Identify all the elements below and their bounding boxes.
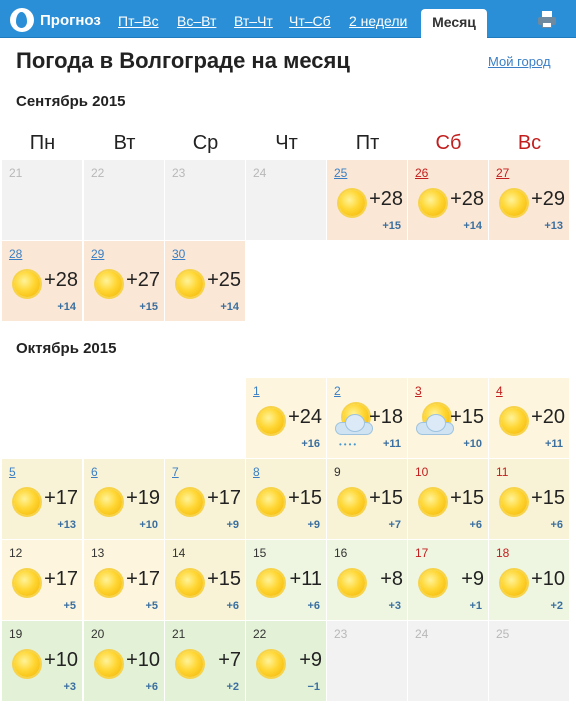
day-cell[interactable] — [165, 621, 245, 701]
day-number: 21 — [172, 627, 186, 641]
tab-sun-tue[interactable]: Вс–Вт — [177, 13, 217, 29]
night-temperature: +7 — [388, 519, 401, 531]
day-temperature: +15 — [207, 568, 241, 590]
day-cell[interactable] — [327, 160, 407, 240]
weekday-fri: Пт — [355, 132, 380, 154]
day-number: 20 — [91, 627, 105, 641]
night-temperature: +1 — [469, 600, 482, 612]
night-temperature: −1 — [307, 681, 320, 693]
brand-link[interactable]: Прогноз — [40, 12, 101, 29]
night-temperature: +11 — [544, 438, 563, 450]
tab-fri-sun[interactable]: Пт–Вс — [118, 13, 159, 29]
day-cell[interactable] — [84, 621, 164, 701]
day-number: 18 — [496, 546, 510, 560]
night-temperature: +9 — [307, 519, 320, 531]
night-temperature: +3 — [388, 600, 401, 612]
sun-icon — [14, 651, 40, 677]
day-cell — [165, 160, 245, 240]
sun-icon — [420, 489, 446, 515]
tab-two-weeks[interactable]: 2 недели — [349, 13, 408, 29]
day-temperature: +19 — [126, 487, 160, 509]
day-cell — [246, 160, 326, 240]
sun-icon — [177, 570, 203, 596]
sun-icon — [420, 570, 446, 596]
day-number: 11 — [496, 465, 509, 479]
day-number: 25 — [496, 627, 510, 641]
my-city-link[interactable]: Мой город — [488, 54, 551, 69]
day-cell[interactable] — [408, 160, 488, 240]
day-cell[interactable] — [408, 540, 488, 620]
sun-icon — [501, 190, 527, 216]
day-temperature: +9 — [299, 649, 322, 671]
day-temperature: +11 — [289, 568, 322, 590]
weekday-sun: Вс — [517, 132, 542, 154]
day-cell[interactable] — [2, 459, 82, 539]
day-temperature: +10 — [44, 649, 78, 671]
night-temperature: +10 — [139, 519, 158, 531]
day-cell[interactable] — [327, 459, 407, 539]
day-number: 21 — [9, 166, 23, 180]
sun-icon — [339, 570, 365, 596]
night-temperature: +2 — [550, 600, 563, 612]
day-temperature: +7 — [218, 649, 241, 671]
day-number[interactable]: 4 — [496, 384, 503, 398]
tab-tue-thu[interactable]: Вт–Чт — [234, 13, 273, 29]
day-temperature: +9 — [461, 568, 484, 590]
day-number[interactable]: 28 — [9, 247, 23, 261]
day-cell[interactable] — [408, 459, 488, 539]
day-number[interactable]: 8 — [253, 465, 260, 479]
day-temperature: +20 — [531, 406, 565, 428]
day-number: 13 — [91, 546, 105, 560]
sun-icon — [96, 570, 122, 596]
month-heading: Сентябрь 2015 — [16, 93, 126, 110]
day-number[interactable]: 30 — [172, 247, 186, 261]
day-cell[interactable] — [84, 241, 164, 321]
tab-month[interactable]: Месяц — [421, 9, 487, 39]
day-cell[interactable] — [84, 459, 164, 539]
day-temperature: +17 — [44, 568, 78, 590]
day-cell[interactable] — [489, 378, 569, 458]
day-temperature: +15 — [288, 487, 322, 509]
day-temperature: +24 — [288, 406, 322, 428]
day-number: 24 — [415, 627, 429, 641]
day-number[interactable]: 25 — [334, 166, 348, 180]
day-cell — [2, 160, 82, 240]
day-number: 17 — [415, 546, 429, 560]
sun-icon — [501, 489, 527, 515]
day-number: 14 — [172, 546, 186, 560]
day-cell — [489, 621, 569, 701]
day-cell[interactable] — [2, 241, 82, 321]
night-temperature: +3 — [63, 681, 76, 693]
day-cell[interactable] — [84, 540, 164, 620]
day-cell[interactable] — [165, 241, 245, 321]
sun-icon — [420, 190, 446, 216]
day-temperature: +27 — [126, 269, 160, 291]
day-cell[interactable] — [327, 540, 407, 620]
night-temperature: +14 — [57, 301, 76, 313]
day-cell[interactable] — [246, 621, 326, 701]
day-temperature: +28 — [369, 188, 403, 210]
day-temperature: +15 — [369, 487, 403, 509]
night-temperature: +6 — [307, 600, 320, 612]
sun-icon — [258, 408, 284, 434]
day-temperature: +15 — [531, 487, 565, 509]
night-temperature: +6 — [145, 681, 158, 693]
day-number[interactable]: 2 — [334, 384, 341, 398]
night-temperature: +10 — [463, 438, 482, 450]
day-number: 24 — [253, 166, 267, 180]
day-number[interactable]: 5 — [9, 465, 16, 479]
day-temperature: +10 — [126, 649, 160, 671]
day-number[interactable]: 26 — [415, 166, 429, 180]
day-number: 10 — [415, 465, 429, 479]
page-title: Погода в Волгограде на месяц — [16, 48, 350, 73]
day-temperature: +8 — [380, 568, 403, 590]
day-temperature: +10 — [531, 568, 565, 590]
top-nav — [0, 0, 576, 38]
day-cell — [84, 160, 164, 240]
weekday-sat: Сб — [435, 132, 462, 154]
night-temperature: +9 — [226, 519, 239, 531]
sun-icon — [501, 408, 527, 434]
sun-icon — [14, 489, 40, 515]
day-cell[interactable] — [489, 459, 569, 539]
day-temperature: +17 — [126, 568, 160, 590]
day-number: 15 — [253, 546, 267, 560]
day-number[interactable]: 6 — [91, 465, 98, 479]
day-number: 16 — [334, 546, 348, 560]
night-temperature: +15 — [382, 220, 401, 232]
day-temperature: +28 — [450, 188, 484, 210]
day-temperature: +18 — [369, 406, 403, 428]
day-number[interactable]: 29 — [91, 247, 105, 261]
day-cell — [408, 621, 488, 701]
night-temperature: +11 — [382, 438, 401, 450]
weekday-tue: Вт — [113, 132, 136, 154]
day-number[interactable]: 7 — [172, 465, 179, 479]
sun-icon — [177, 651, 203, 677]
night-temperature: +6 — [226, 600, 239, 612]
day-cell[interactable] — [327, 378, 407, 458]
day-number: 22 — [253, 627, 267, 641]
day-number[interactable]: 3 — [415, 384, 422, 398]
drop-logo-icon[interactable] — [10, 8, 34, 32]
day-cell[interactable] — [2, 621, 82, 701]
night-temperature: +6 — [550, 519, 563, 531]
tab-thu-sat[interactable]: Чт–Сб — [289, 13, 331, 29]
day-cell — [327, 621, 407, 701]
sun-icon — [177, 271, 203, 297]
sun-icon — [258, 651, 284, 677]
day-cell[interactable] — [246, 459, 326, 539]
night-temperature: +16 — [301, 438, 320, 450]
night-temperature: +13 — [544, 220, 563, 232]
day-temperature: +15 — [450, 487, 484, 509]
night-temperature: +15 — [139, 301, 158, 313]
day-number: 23 — [172, 166, 186, 180]
day-number[interactable]: 1 — [253, 384, 260, 398]
weekday-thu: Чт — [275, 132, 298, 154]
day-cell[interactable] — [246, 378, 326, 458]
sun-icon — [14, 570, 40, 596]
day-temperature: +28 — [44, 269, 78, 291]
day-cell[interactable] — [489, 540, 569, 620]
night-temperature: +6 — [469, 519, 482, 531]
night-temperature: +14 — [220, 301, 239, 313]
night-temperature: +5 — [145, 600, 158, 612]
day-number: 12 — [9, 546, 23, 560]
day-number[interactable]: 27 — [496, 166, 510, 180]
day-cell[interactable] — [246, 540, 326, 620]
day-number: 19 — [9, 627, 23, 641]
day-number: 9 — [334, 465, 341, 479]
night-temperature: +13 — [57, 519, 76, 531]
day-cell[interactable] — [165, 540, 245, 620]
sun-icon — [14, 271, 40, 297]
day-number: 22 — [91, 166, 105, 180]
day-number: 23 — [334, 627, 348, 641]
day-cell[interactable] — [2, 540, 82, 620]
sun-icon — [96, 651, 122, 677]
day-temperature: +17 — [44, 487, 78, 509]
day-temperature: +25 — [207, 269, 241, 291]
night-temperature: +2 — [226, 681, 239, 693]
sun-icon — [258, 570, 284, 596]
printer-icon[interactable] — [538, 11, 556, 28]
raindrops-icon: •••• — [339, 440, 359, 449]
weekday-wed: Ср — [192, 132, 219, 154]
sun-icon — [339, 190, 365, 216]
day-temperature: +29 — [531, 188, 565, 210]
sun-icon — [96, 489, 122, 515]
day-temperature: +17 — [207, 487, 241, 509]
day-cell[interactable] — [408, 378, 488, 458]
day-temperature: +15 — [450, 406, 484, 428]
sun-icon — [339, 489, 365, 515]
night-temperature: +5 — [63, 600, 76, 612]
sun-icon — [501, 570, 527, 596]
night-temperature: +14 — [463, 220, 482, 232]
sun-icon — [96, 271, 122, 297]
sun-icon — [177, 489, 203, 515]
day-cell[interactable] — [165, 459, 245, 539]
day-cell[interactable] — [489, 160, 569, 240]
weekday-mon: Пн — [29, 132, 56, 154]
month-heading: Октябрь 2015 — [16, 340, 117, 357]
sun-icon — [258, 489, 284, 515]
